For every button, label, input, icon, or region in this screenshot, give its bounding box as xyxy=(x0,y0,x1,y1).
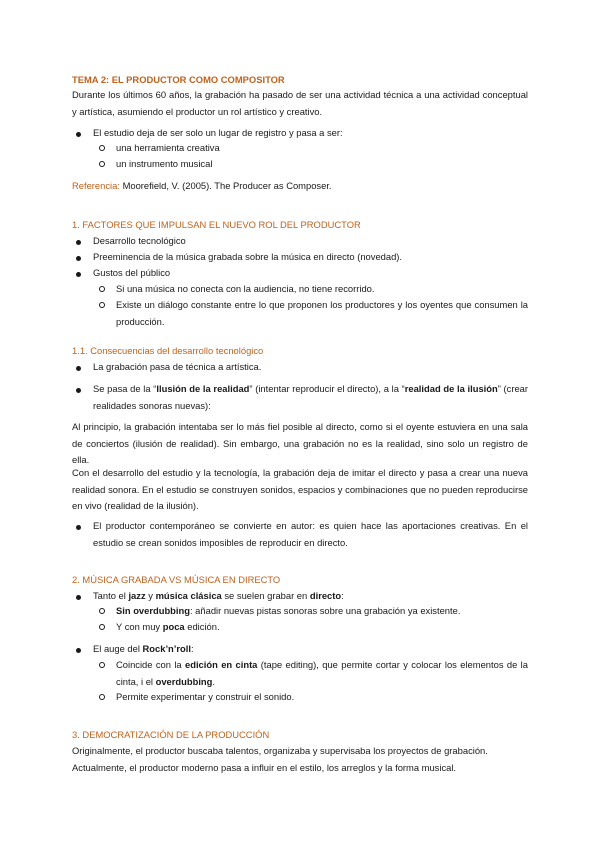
bullet-icon xyxy=(76,525,81,530)
circle-bullet-icon xyxy=(99,608,105,614)
circle-bullet-icon xyxy=(99,145,105,151)
section-1-1-heading: 1.1. Consecuencias del desarrollo tecnológico xyxy=(72,345,264,356)
list-item: Permite experimentar y construir el sonido. xyxy=(116,691,295,702)
section-3-heading: 3. DEMOCRATIZACIÓN DE LA PRODUCCIÓN xyxy=(72,729,270,740)
reference-label: Referencia: xyxy=(72,180,120,191)
paragraph: Actualmente, el productor moderno pasa a influir en el estilo, los arreglos y la forma musical. xyxy=(72,762,457,773)
bullet-icon xyxy=(76,595,81,600)
page-title: TEMA 2: EL PRODUCTOR COMO COMPOSITOR xyxy=(72,74,285,85)
list-item: Sin overdubbing: añadir nuevas pistas sonoras sobre una grabación ya existente. xyxy=(116,605,461,616)
list-item: Gustos del público xyxy=(93,267,171,278)
bullet-icon xyxy=(76,272,81,277)
circle-bullet-icon xyxy=(99,286,105,292)
reference-text: Moorefield, V. (2005). The Producer as Composer. xyxy=(122,180,332,191)
list-item: una herramienta creativa xyxy=(116,142,220,153)
list-item: Existe un diálogo constante entre lo que proponen los productores y los oyentes que consumen la producción. xyxy=(116,299,528,327)
list-item: El auge del Rock’n’roll: xyxy=(93,643,194,654)
list-item: un instrumento musical xyxy=(116,158,213,169)
paragraph: Al principio, la grabación intentaba ser lo más fiel posible al directo, como si el oyente estuviera en una sala de conciertos (ilusión de realidad). Sin embargo, una grabación no es la realidad, sino solo un registro de ella. xyxy=(72,421,528,466)
list-item: El estudio deja de ser solo un lugar de registro y pasa a ser: xyxy=(93,127,343,138)
list-item: Preeminencia de la música grabada sobre la música en directo (novedad). xyxy=(93,251,403,262)
reference-line xyxy=(72,178,528,195)
intro-paragraph: Durante los últimos 60 años, la grabación ha pasado de ser una actividad técnica a una actividad conceptual y artística, asumiendo el productor un rol artístico y creativo. xyxy=(72,89,528,117)
list-item: Si una música no conecta con la audiencia, no tiene recorrido. xyxy=(116,283,375,294)
bullet-icon xyxy=(76,256,81,261)
bullet-icon xyxy=(76,132,81,137)
paragraph: Originalmente, el productor buscaba talentos, organizaba y supervisaba los proyectos de grabación. xyxy=(72,745,488,756)
section-2-heading: 2. MÚSICA GRABADA VS MÚSICA EN DIRECTO xyxy=(72,574,281,585)
list-item: Desarrollo tecnológico xyxy=(93,235,186,246)
section-1-heading: 1. FACTORES QUE IMPULSAN EL NUEVO ROL DEL PRODUCTOR xyxy=(72,219,361,230)
paragraph: Con el desarrollo del estudio y la tecnología, la grabación deja de imitar el directo y pasa a crear una nueva realidad sonora. En el estudio se construyen sonidos, espacios y combinaciones que no pueden reproducirse en vivo (realidad de la ilusión). xyxy=(72,467,528,512)
list-item: Coincide con la edición en cinta (tape editing), que permite cortar y colocar los elementos de la cinta, i el overdubbing. xyxy=(116,659,528,687)
list-item: El productor contemporáneo se convierte en autor: es quien hace las aportaciones creativas. En el estudio se crean sonidos imposibles de reproducir en directo. xyxy=(93,520,528,548)
bullet-icon xyxy=(76,366,81,371)
circle-bullet-icon xyxy=(99,624,105,630)
circle-bullet-icon xyxy=(99,302,105,308)
list-item: La grabación pasa de técnica a artística. xyxy=(93,361,262,372)
list-item: Se pasa de la “Ilusión de la realidad” (intentar reproducir el directo), a la “realidad de la ilusión” (crear realidades sonoras nuevas): xyxy=(93,383,529,411)
list-item: Y con muy poca edición. xyxy=(116,621,220,632)
circle-bullet-icon xyxy=(99,161,105,167)
bullet-icon xyxy=(76,388,81,393)
list-item: Tanto el jazz y música clásica se suelen grabar en directo: xyxy=(93,590,344,601)
circle-bullet-icon xyxy=(99,694,105,700)
circle-bullet-icon xyxy=(99,662,105,668)
bullet-icon xyxy=(76,648,81,653)
bullet-icon xyxy=(76,240,81,245)
